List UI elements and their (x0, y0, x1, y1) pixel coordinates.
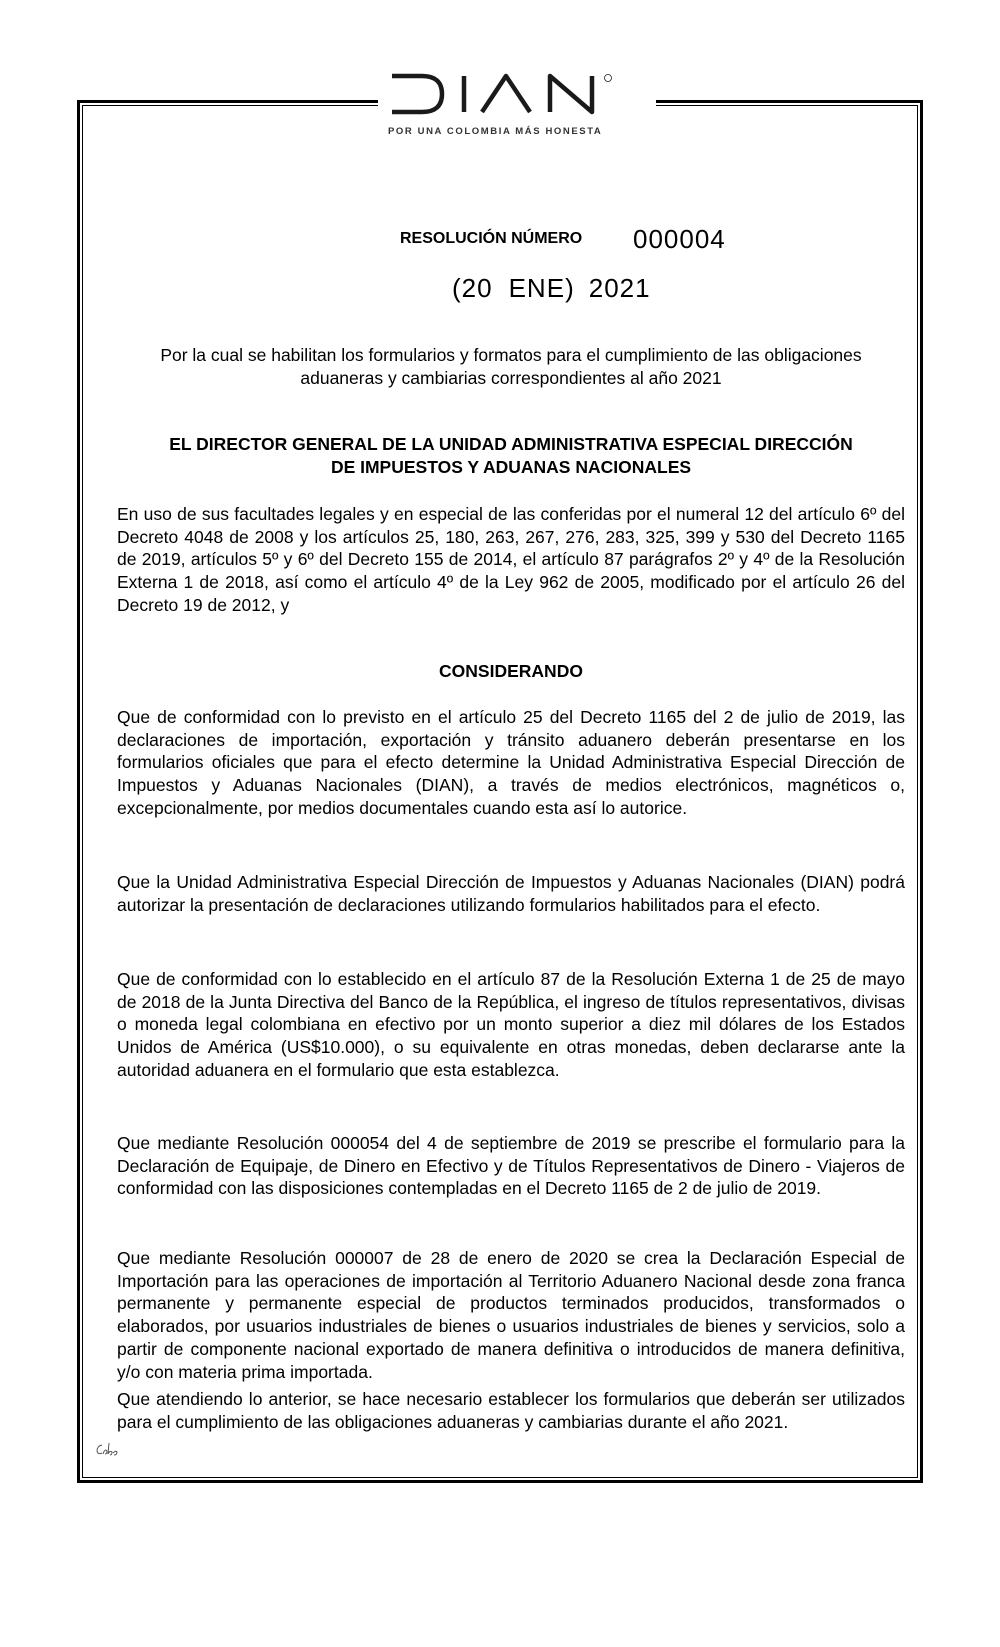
resolution-summary (117, 344, 905, 390)
initials-signature-mark (95, 1440, 121, 1458)
director-line-1: EL DIRECTOR GENERAL DE LA UNIDAD ADMINISTRATIVA ESPECIAL DIRECCIÓN (169, 434, 853, 454)
consideration-paragraph-3: Que de conformidad con lo establecido en el artículo 87 de la Resolución Externa 1 de 25 de mayo de 2018 de la Junta Directiva del Banco de la República, el ingreso de títulos representativos, divisas o moneda legal colombiana en efectivo por un monto superior a diez mil dólares de los Estados Unidos de América (US$10.000), o su equivalente en otras monedas, deben declararse ante la autoridad aduanera en el formulario que esta establezca. (117, 969, 905, 1080)
resolution-title: RESOLUCIÓN NÚMERO (400, 230, 583, 247)
handwritten-initials (95, 1440, 121, 1458)
dian-logo-mark (386, 72, 648, 126)
consideration-paragraph-2: Que la Unidad Administrativa Especial Dirección de Impuestos y Aduanas Nacionales (DIAN) podrá autorizar la presentación de declaraciones utilizando formularios habilitados para el efecto. (117, 872, 905, 915)
date-close-paren: ) (565, 273, 575, 303)
director-line-2: DE IMPUESTOS Y ADUANAS NACIONALES (330, 457, 692, 477)
consideration-paragraph-6: Que atendiendo lo anterior, se hace necesario establecer los formularios que deberán ser utilizados para el cumplimiento de las obligaciones aduaneras y cambiarias durante el año 2021. (117, 1389, 905, 1432)
summary-line-1: Por la cual se habilitan los formularios y formatos para el cumplimiento de las obligaciones (160, 345, 862, 365)
consideration-paragraph-5: Que mediante Resolución 000007 de 28 de enero de 2020 se crea la Declaración Especial de Importación para las operaciones de importación al Territorio Aduanero Nacional desde zona franca permanente y permanente especial de productos terminados producidos, transformados o elaborados, por usuarios industriales de bienes o usuarios industriales de bienes y servicios, solo a partir de componente nacional exportado de manera definitiva o introducidos de manera definitiva, y/o con materia prima importada. (117, 1248, 905, 1382)
considerando-heading: CONSIDERANDO (439, 661, 583, 681)
resolution-date (452, 273, 651, 304)
date-open-paren: ( (452, 273, 462, 303)
powers-paragraph: En uso de sus facultades legales y en especial de las conferidas por el numeral 12 del artículo 6º del Decreto 4048 de 2008 y los artículos 25, 180, 263, 267, 276, 283, 325, 399 y 530 del Decreto 1165 de 2019, artículos 5º y 6º del Decreto 155 de 2014, el artículo 87 parágrafos 2º y 4º de la Resolución Externa 1 de 2018, así como el artículo 4º de la Ley 962 de 2005, modificado por el artículo 26 del Decreto 19 de 2012, y (117, 504, 905, 615)
summary-line-2: aduaneras y cambiarias correspondientes al año 2021 (300, 368, 722, 388)
consideration-paragraph-1: Que de conformidad con lo previsto en el artículo 25 del Decreto 1165 del 2 de julio de 2019, las declaraciones de importación, exportación y tránsito aduanero deberán presentarse en los formularios oficiales que para el efecto determine la Unidad Administrativa Especial Dirección de Impuestos y Aduanas Nacionales (DIAN), a través de medios electrónicos, magnéticos o, excepcionalmente, por medios documentales cuando esta así lo autorice. (117, 707, 905, 818)
date-month: ENE (508, 273, 566, 303)
date-day: 20 (461, 273, 493, 303)
logo-tagline: POR UNA COLOMBIA MÁS HONESTA (388, 126, 603, 137)
date-year: 2021 (588, 273, 651, 303)
director-heading (117, 433, 905, 479)
consideration-paragraph-4: Que mediante Resolución 000054 del 4 de septiembre de 2019 se prescribe el formulario para la Declaración de Equipaje, de Dinero en Efectivo y de Títulos Representativos de Dinero - Viajeros de conformidad con las disposiciones contempladas en el Decreto 1165 de 2 de julio de 2019. (117, 1133, 905, 1199)
resolution-number: 000004 (633, 224, 726, 254)
